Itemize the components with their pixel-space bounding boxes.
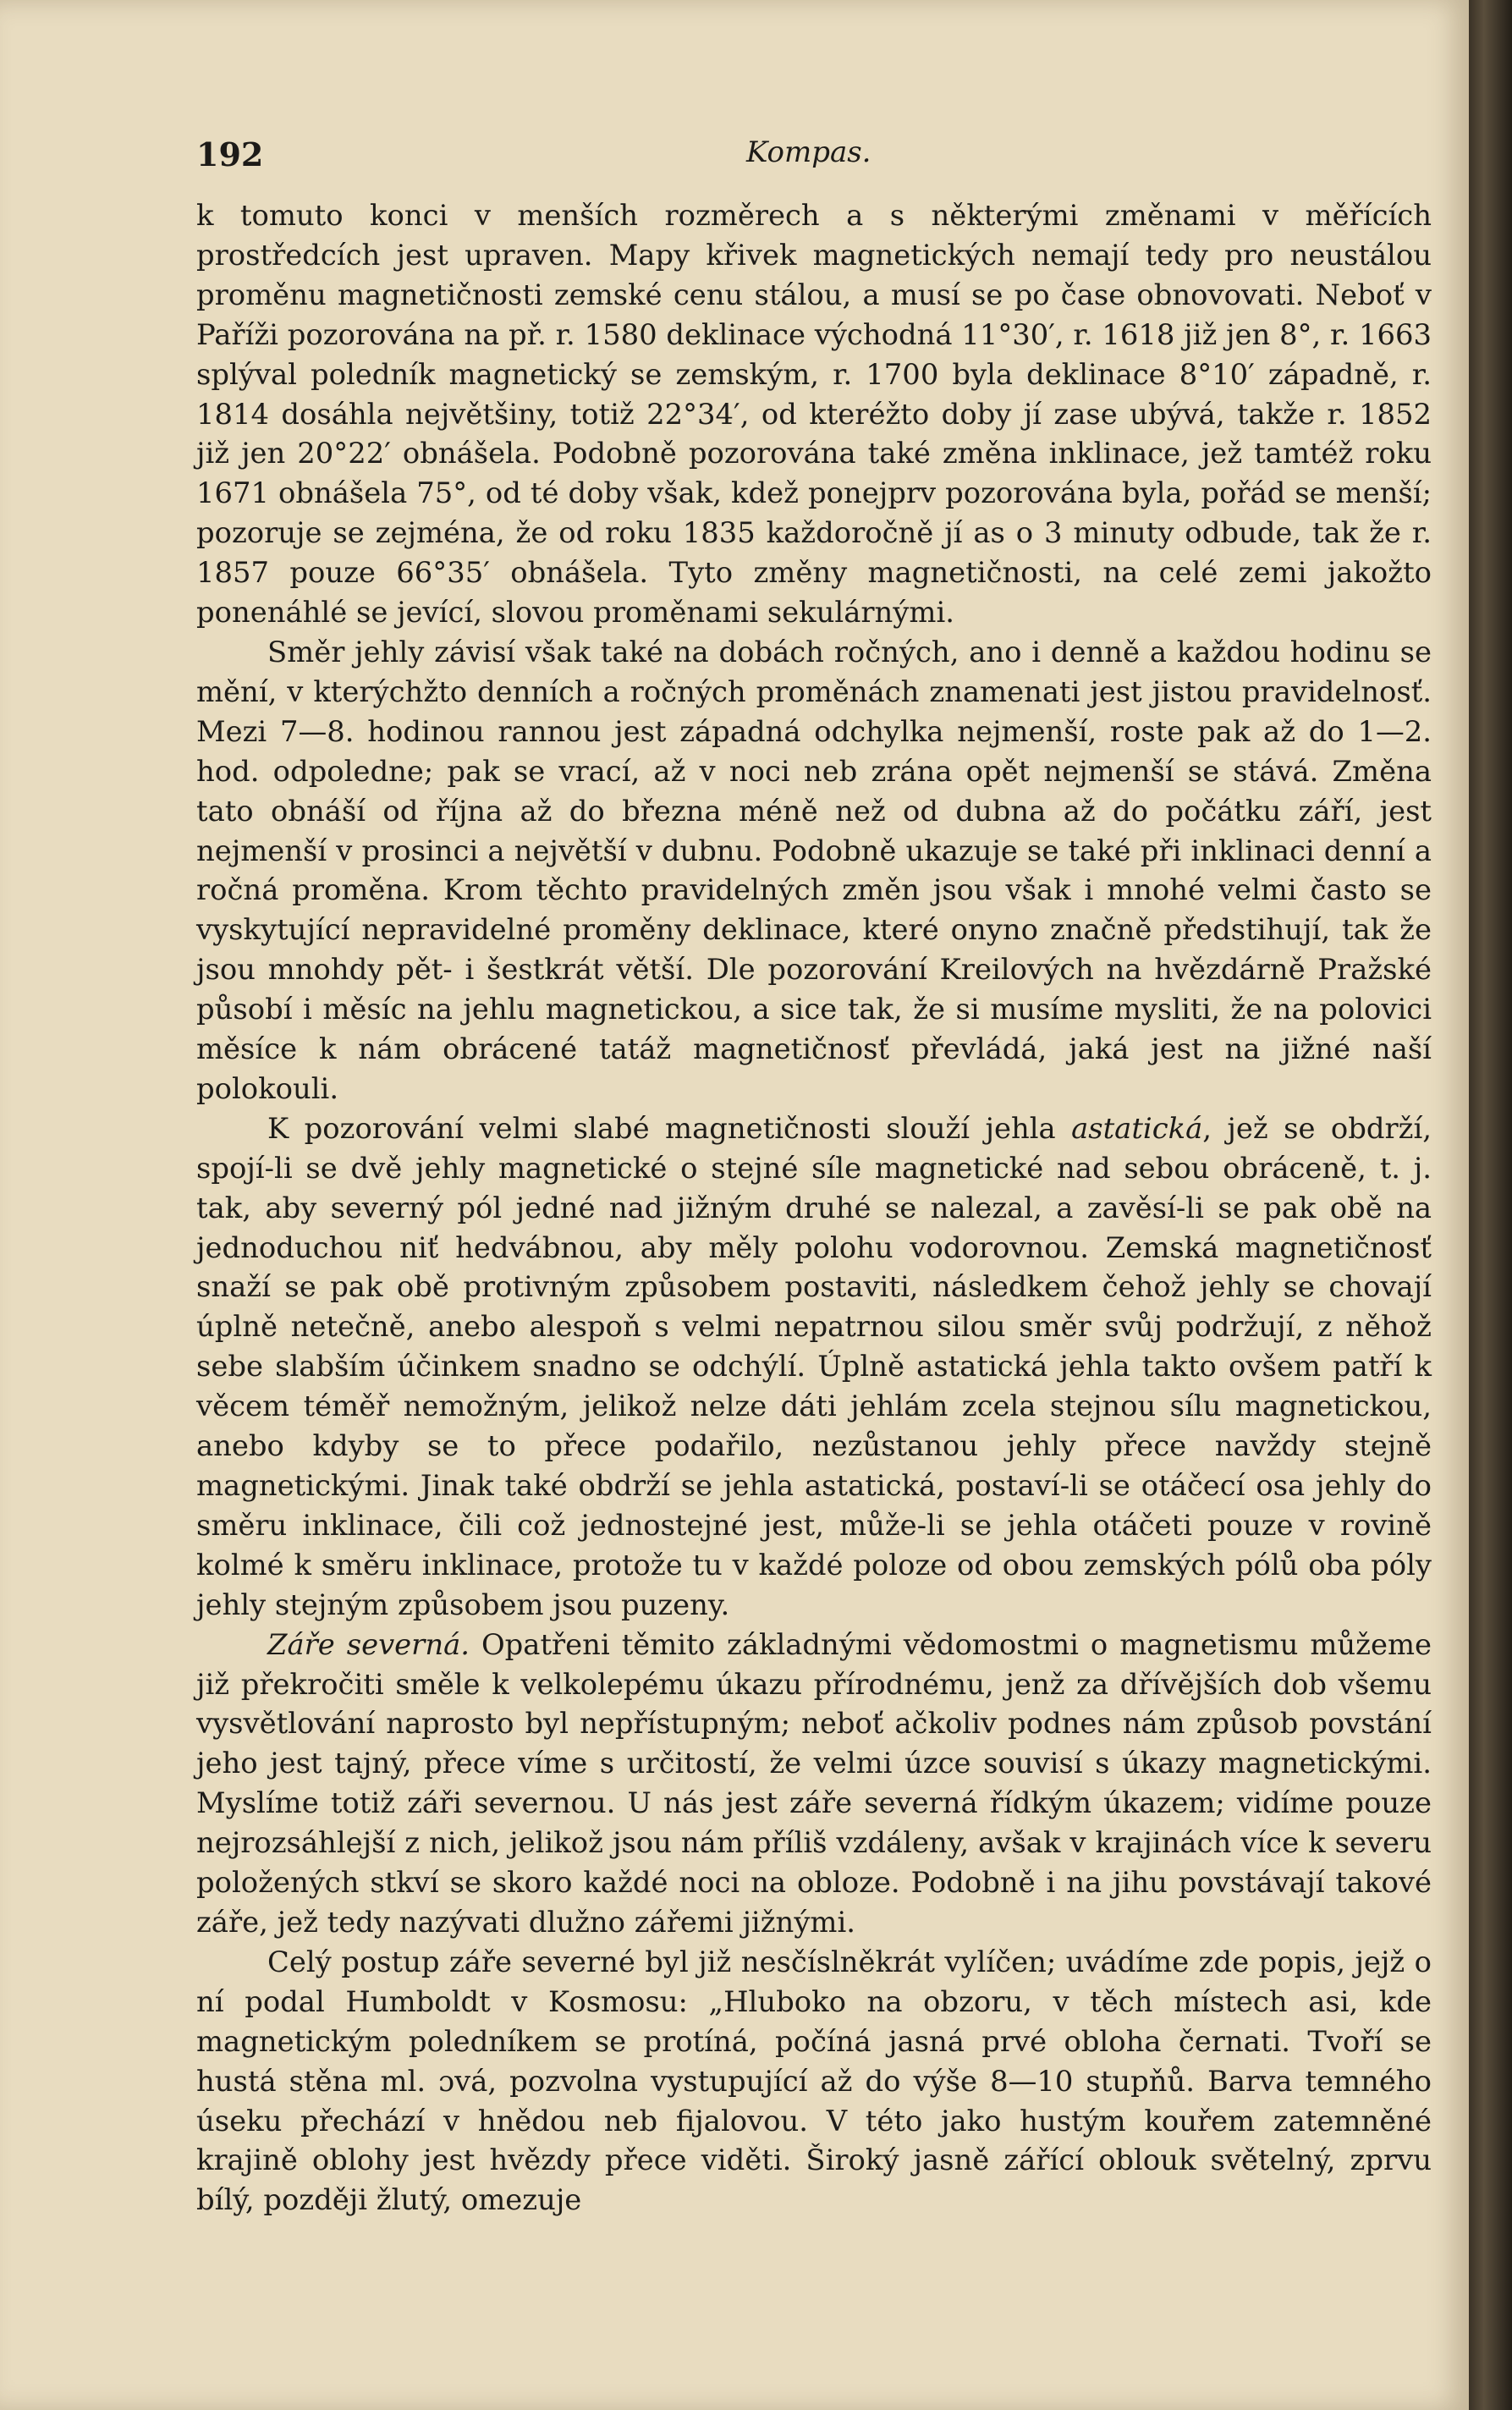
book-spine-edge: [1469, 0, 1512, 2410]
term-astatic: astatická: [1071, 1111, 1203, 1145]
paragraph-astatic-needle: [196, 1109, 1432, 1626]
paragraph-aurora: [196, 1626, 1432, 1943]
paragraph-text-rest: , jež se obdrží, spojí-li se dvě jehly magnetické o stejné síle magnetické nad sebou obráceně, t. j. tak, aby severný pól jedné nad jižným druhé se nalezal, a zavěsí-li se pak obě na jednoduchou niť hedvábnou, aby měly polohu vodorovnou. Zemská magnetičnosť snaží se pak obě protivným způsobem postaviti, následkem čehož jehly se chovají úplně netečně, anebo alespoň s velmi nepatrnou silou směr svůj podržují, z něhož sebe slabším účinkem snadno se odchýlí. Úplně astatická jehla takto ovšem patří k věcem téměř nemožným, jelikož nelze dáti jehlám zcela stejnou sílu magnetickou, anebo kdyby se to přece podařilo, nezůstanou jehly přece navždy stejně magnetickými. Jinak také obdrží se jehla astatická, postaví-li se otáčecí osa jehly do směru inklinace, čili což jednostejné jest, může-li se jehla otáčeti pouze v rovině kolmé k směru inklinace, protože tu v každé poloze od obou zemských pólů oba póly jehly stejným způsobem jsou puzeny.: [196, 1111, 1432, 1621]
page-number: 192: [196, 135, 264, 173]
body-text: [196, 196, 1432, 2220]
paragraph-text-rest: Opatřeni těmito základnými vědomostmi o magnetismu můžeme již překročiti směle k velkolepému úkazu přírodnému, jenž za dřívějších dob všemu vysvětlování naprosto byl nepřístupným; neboť ačkoliv podnes nám způsob povstání jeho jest tajný, přece víme s určitostí, že velmi úzce souvisí s úkazy magnetickými. Myslíme totiž záři severnou. U nás jest záře severná řídkým úkazem; vidíme pouze nejrozsáhlejší z nich, jelikož jsou nám příliš vzdáleny, avšak v krajinách více k severu položených stkví se skoro každé noci na obloze. Podobně i na jihu povstávají takové záře, jež tedy nazývati dlužno zářemi jižnými.: [196, 1627, 1432, 1939]
running-title: Kompas.: [746, 135, 871, 169]
paragraph-daily-variations: Směr jehly závisí však také na dobách ročných, ano i denně a každou hodinu se mění, v kterýchžto denních a ročných proměnách znamenati jest jistou pravidelnosť. Mezi 7—8. hodinou rannou jest západná odchylka nejmenší, roste pak až do 1—2. hod. odpoledne; pak se vrací, až v noci neb zrána opět nejmenší se stává. Změna tato obnáší od října až do března méně než od dubna až do počátku září, jest nejmenší v prosinci a největší v dubnu. Podobně ukazuje se také při inklinaci denní a ročná proměna. Krom těchto pravidelných změn jsou však i mnohé velmi často se vyskytující nepravidelné proměny deklinace, které onyno značně předstihují, tak že jsou mnohdy pět- i šestkrát větší. Dle pozorování Kreilových na hvězdárně Pražské působí i měsíc na jehlu magnetickou, a sice tak, že si musíme mysliti, že na polovici měsíce k nám obrácené tatáž magnetičnosť převládá, jaká jest na jižné naší polokouli.: [196, 635, 1432, 1105]
section-heading-aurora: Záře severná.: [267, 1627, 470, 1661]
paragraph-secular-variations: k tomuto konci v menších rozměrech a s některými změnami v měřících prostředcích jest upraven. Mapy křivek magnetických nemají tedy pro neustálou proměnu magnetičnosti zemské cenu stálou, a musí se po čase obnovovati. Neboť v Paříži pozorována na př. r. 1580 deklinace východná 11°30′, r. 1618 již jen 8°, r. 1663 splýval poledník magnetický se zemským, r. 1700 byla deklinace 8°10′ západně, r. 1814 dosáhla největšiny, totiž 22°34′, od kteréžto doby jí zase ubývá, takže r. 1852 již jen 20°22′ obnášela. Podobně pozorována také změna inklinace, jež tamtéž roku 1671 obnášela 75°, od té doby však, kdež ponejprv pozorována byla, pořád se menší; pozoruje se zejména, že od roku 1835 každoročně jí as o 3 minuty odbude, tak že r. 1857 pouze 66°35′ obnášela. Tyto změny magnetičnosti, na celé zemi jakožto ponenáhlé se jevící, slovou proměnami sekulárnými.: [196, 199, 1432, 630]
paragraph-text-start: K pozorování velmi slabé magnetičnosti slouží jehla: [267, 1111, 1072, 1145]
page-header: [196, 135, 1432, 178]
paragraph-humboldt-description: Celý postup záře severné byl již nesčíslněkrát vylíčen; uvádíme zde popis, jejž o ní podal Humboldt v Kosmosu: „Hluboko na obzoru, v těch místech asi, kde magnetickým poledníkem se protíná, počíná jasná prvé obloha černati. Tvoří se hustá stěna ml. ɔvá, pozvolna vystupující až do výše 8—10 stupňů. Barva temného úseku přechází v hnědou neb fijalovou. V této jako hustým kouřem zatemněné krajině oblohy jest hvězdy přece viděti. Široký jasně zářící oblouk světelný, zprvu bílý, později žlutý, omezuje: [196, 1945, 1432, 2217]
